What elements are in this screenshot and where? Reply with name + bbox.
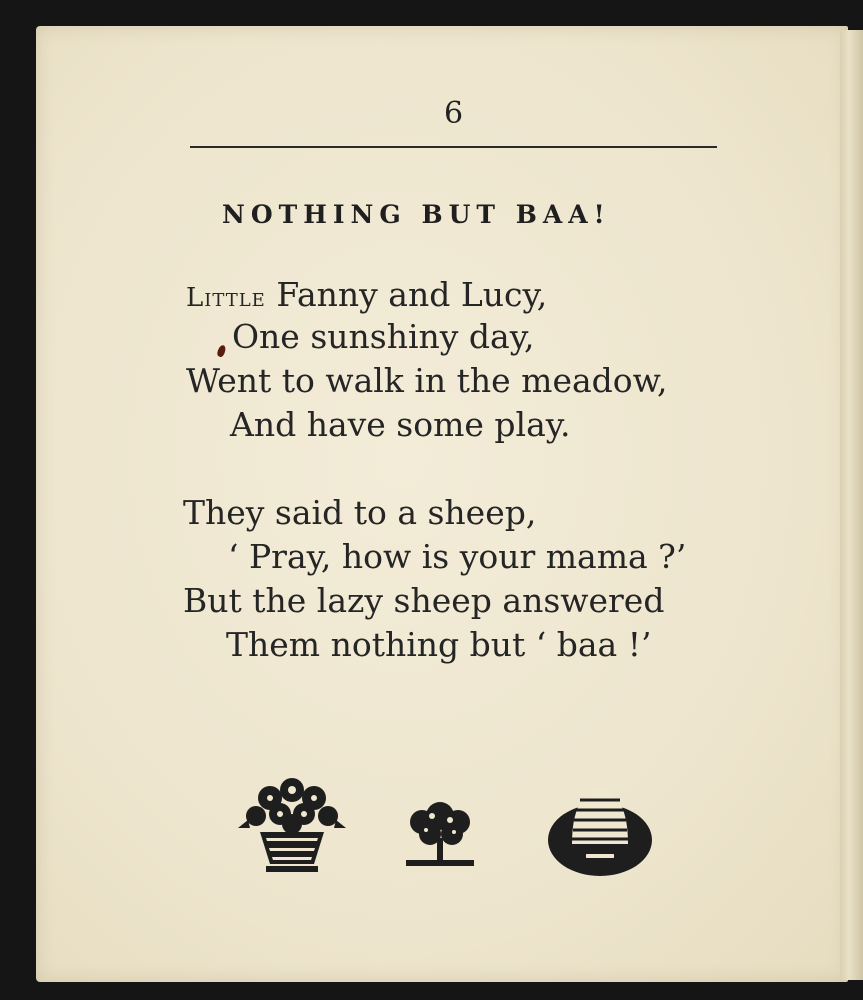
poem-line <box>186 275 548 314</box>
poem-line: One sunshiny day, <box>232 317 535 356</box>
beehive-icon <box>546 778 654 880</box>
tree-icon <box>402 798 478 870</box>
poem-line: Them nothing but ‘ baa !’ <box>226 625 652 664</box>
page-edge <box>840 30 863 980</box>
poem-line: ‘ Pray, how is your mama ?’ <box>228 537 687 576</box>
header-rule <box>190 146 717 148</box>
page-number: 6 <box>443 96 464 131</box>
poem-line: And have some play. <box>230 405 571 444</box>
poem-line: But the lazy sheep answered <box>183 581 665 620</box>
line-rest: Fanny and Lucy, <box>265 275 548 314</box>
poem-line: Went to walk in the meadow, <box>186 361 668 400</box>
small-caps-word: Little <box>186 283 266 313</box>
flower-basket-icon <box>236 768 348 880</box>
poem-title: NOTHING BUT BAA! <box>222 200 611 229</box>
poem-line: They said to a sheep, <box>183 493 537 532</box>
